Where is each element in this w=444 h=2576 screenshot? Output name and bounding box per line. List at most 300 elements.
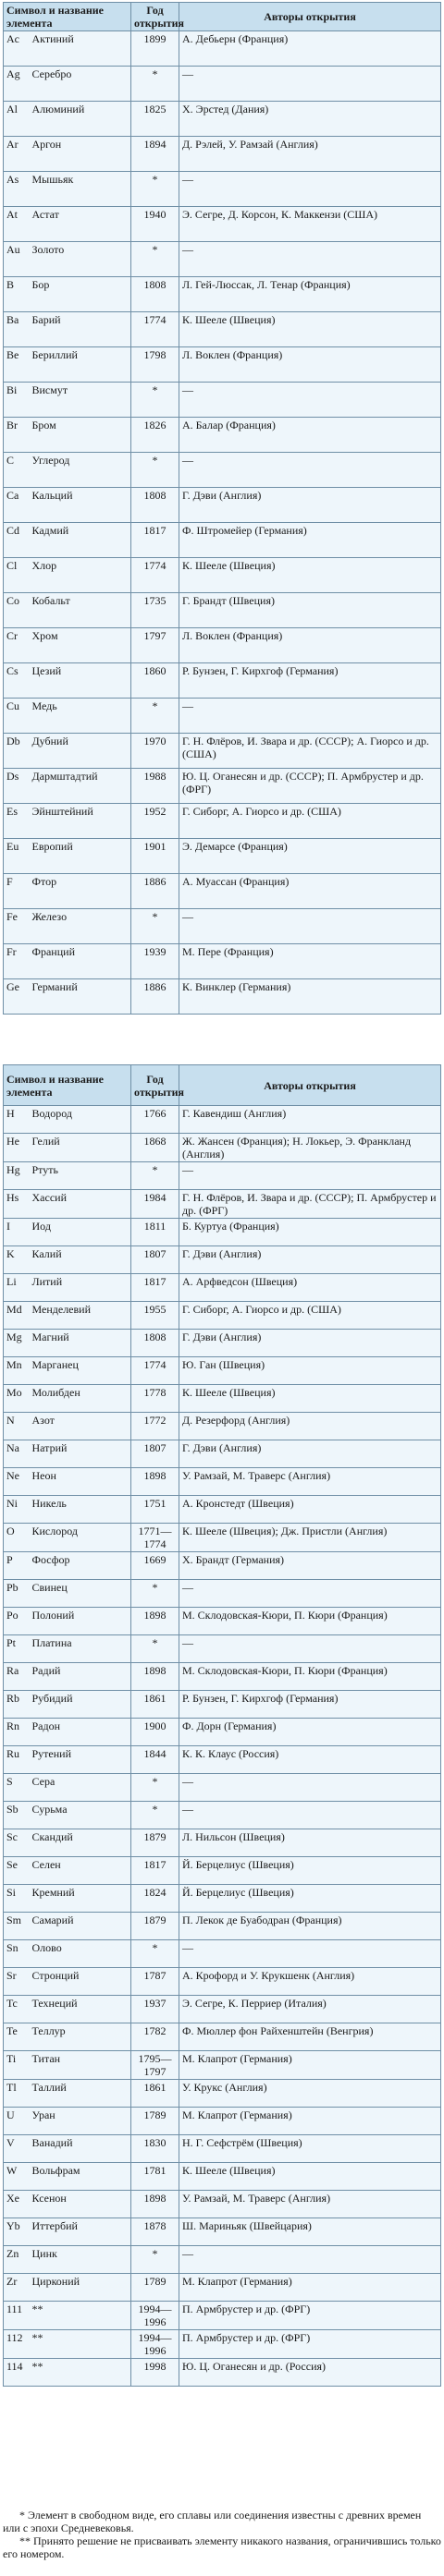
table-row <box>4 1246 441 1274</box>
discoverers: — <box>179 699 441 734</box>
table-row <box>4 488 441 523</box>
table-row <box>4 2023 441 2051</box>
discoverers: Г. Дэви (Англия) <box>179 488 441 523</box>
element-symbol: Sr <box>4 1968 30 1996</box>
element-name: Кадмий <box>30 523 131 558</box>
discovery-year: 1789 <box>131 2108 179 2135</box>
discoverers: Г. Н. Флёров, И. Звара и др. (СССР); П. Армбрустер и др. (ФРГ) <box>179 1190 441 1219</box>
discoverers: К. Шееле (Швеция) <box>179 558 441 593</box>
element-symbol: Li <box>4 1274 30 1302</box>
table-header-row <box>4 1065 441 1106</box>
table-row <box>4 172 441 207</box>
table-row <box>4 1635 441 1663</box>
discoverers: К. Винклер (Германия) <box>179 979 441 1015</box>
element-name: Сурьма <box>30 1802 131 1829</box>
table-row <box>4 1357 441 1385</box>
discovery-year: 1774 <box>131 312 179 347</box>
table-row <box>4 1162 441 1190</box>
element-symbol: Al <box>4 102 30 137</box>
discovery-year: 1886 <box>131 874 179 909</box>
element-symbol: Rn <box>4 1719 30 1746</box>
element-symbol: Pb <box>4 1580 30 1608</box>
discoverers: Г. Сиборг, А. Гиорсо и др. (США) <box>179 1302 441 1330</box>
element-symbol: Fr <box>4 944 30 979</box>
discovery-year: 1937 <box>131 1996 179 2023</box>
element-symbol: Ti <box>4 2051 30 2080</box>
discovery-year: 1984 <box>131 1190 179 1219</box>
discovery-year: 1879 <box>131 1913 179 1940</box>
element-name: Углерод <box>30 453 131 488</box>
discovery-year: 1774 <box>131 558 179 593</box>
discoverers: Э. Сегре, Д. Корсон, К. Маккензи (США) <box>179 207 441 242</box>
table-row <box>4 2218 441 2246</box>
element-name: Барий <box>30 312 131 347</box>
header-year: Год открытия <box>131 3 179 31</box>
discoverers: Г. Брандт (Швеция) <box>179 593 441 628</box>
element-name: Ванадий <box>30 2135 131 2163</box>
element-symbol: As <box>4 172 30 207</box>
discovery-year: 1998 <box>131 2359 179 2387</box>
table-row <box>4 1663 441 1691</box>
discoverers: Г. Н. Флёров, И. Звара и др. (СССР); А. Гиорсо и др. (США) <box>179 734 441 769</box>
discovery-year: 1878 <box>131 2218 179 2246</box>
element-symbol: Ni <box>4 1496 30 1524</box>
discoverers: М. Склодовская-Кюри, П. Кюри (Франция) <box>179 1608 441 1635</box>
element-symbol: Ca <box>4 488 30 523</box>
element-name: Олово <box>30 1940 131 1968</box>
element-name: Ртуть <box>30 1162 131 1190</box>
discovery-year: * <box>131 699 179 734</box>
element-name: Марганец <box>30 1357 131 1385</box>
element-name: Водород <box>30 1106 131 1134</box>
table-row <box>4 2051 441 2080</box>
element-name: Дубний <box>30 734 131 769</box>
element-symbol: Md <box>4 1302 30 1330</box>
element-name: Азот <box>30 1413 131 1440</box>
element-symbol: Zn <box>4 2246 30 2274</box>
table-row <box>4 2108 441 2135</box>
element-symbol: Hs <box>4 1190 30 1219</box>
element-symbol: Ag <box>4 67 30 102</box>
element-symbol: Cl <box>4 558 30 593</box>
element-name: Бериллий <box>30 347 131 383</box>
discovery-year: 1798 <box>131 347 179 383</box>
header-authors: Авторы открытия <box>179 1065 441 1106</box>
discoverers: К. Шееле (Швеция); Дж. Пристли (Англия) <box>179 1524 441 1552</box>
element-name: Алюминий <box>30 102 131 137</box>
discoverers: Э. Сегре, К. Перриер (Италия) <box>179 1996 441 2023</box>
table-row <box>4 2274 441 2302</box>
element-symbol: Rb <box>4 1691 30 1719</box>
discovery-year: * <box>131 1580 179 1608</box>
element-name: Медь <box>30 699 131 734</box>
table-row <box>4 1274 441 1302</box>
discovery-year: 1771—1774 <box>131 1524 179 1552</box>
discoverers: У. Рамзай, М. Траверс (Англия) <box>179 2191 441 2218</box>
discoverers: — <box>179 2246 441 2274</box>
element-symbol: Ge <box>4 979 30 1015</box>
element-symbol: P <box>4 1552 30 1580</box>
table-row <box>4 1330 441 1357</box>
discovery-year: 1669 <box>131 1552 179 1580</box>
table-row <box>4 1385 441 1413</box>
table-row <box>4 628 441 663</box>
element-name: Литий <box>30 1274 131 1302</box>
element-name: Кислород <box>30 1524 131 1552</box>
element-name: Натрий <box>30 1440 131 1468</box>
table-row <box>4 312 441 347</box>
element-symbol: H <box>4 1106 30 1134</box>
discoverers: Х. Эрстед (Дания) <box>179 102 441 137</box>
element-symbol: S <box>4 1774 30 1802</box>
table-row <box>4 207 441 242</box>
table-row <box>4 1440 441 1468</box>
table-row <box>4 1968 441 1996</box>
element-symbol: 114 <box>4 2359 30 2387</box>
discovery-year: 1774 <box>131 1357 179 1385</box>
discoverers: М. Клапрот (Германия) <box>179 2108 441 2135</box>
discoverers: — <box>179 909 441 944</box>
footnote-2: ** Принято решение не присваивать элементу никакого названия, ограничившись только его номером. <box>3 2534 441 2560</box>
discovery-year: 1988 <box>131 769 179 804</box>
discovery-year: 1824 <box>131 1885 179 1913</box>
element-name: Кремний <box>30 1885 131 1913</box>
element-symbol: U <box>4 2108 30 2135</box>
element-symbol: Ac <box>4 31 30 67</box>
discovery-year: 1825 <box>131 102 179 137</box>
table-row <box>4 1774 441 1802</box>
discoverers: — <box>179 242 441 277</box>
table-row <box>4 523 441 558</box>
element-name: Аргон <box>30 137 131 172</box>
element-symbol: O <box>4 1524 30 1552</box>
element-symbol: 111 <box>4 2302 30 2330</box>
element-name: Калий <box>30 1246 131 1274</box>
element-symbol: Ru <box>4 1746 30 1774</box>
discoverers: — <box>179 1802 441 1829</box>
discovery-year: 1735 <box>131 593 179 628</box>
table-row <box>4 2135 441 2163</box>
element-name: Золото <box>30 242 131 277</box>
discovery-year: * <box>131 453 179 488</box>
discovery-year: * <box>131 909 179 944</box>
table-row <box>4 734 441 769</box>
element-name: Магний <box>30 1330 131 1357</box>
table-row <box>4 769 441 804</box>
discoverers: Д. Резерфорд (Англия) <box>179 1413 441 1440</box>
discoverers: — <box>179 172 441 207</box>
element-symbol: Yb <box>4 2218 30 2246</box>
discoverers: У. Рамзай, М. Траверс (Англия) <box>179 1468 441 1496</box>
discovery-year: 1789 <box>131 2274 179 2302</box>
element-symbol: Sb <box>4 1802 30 1829</box>
discovery-year: 1886 <box>131 979 179 1015</box>
table-row <box>4 2330 441 2359</box>
table-row <box>4 1746 441 1774</box>
discovery-year: 1868 <box>131 1134 179 1162</box>
discovery-year: 1778 <box>131 1385 179 1413</box>
table-row <box>4 1524 441 1552</box>
element-name: Теллур <box>30 2023 131 2051</box>
discoverers: А. Кронстедт (Швеция) <box>179 1496 441 1524</box>
element-symbol: Sc <box>4 1829 30 1857</box>
element-symbol: Bi <box>4 383 30 418</box>
discovery-year: 1955 <box>131 1302 179 1330</box>
discovery-year: 1898 <box>131 1663 179 1691</box>
table-row <box>4 944 441 979</box>
element-name: ** <box>30 2359 131 2387</box>
table-row <box>4 1913 441 1940</box>
element-symbol: Ne <box>4 1468 30 1496</box>
table-row <box>4 2359 441 2387</box>
element-name: Никель <box>30 1496 131 1524</box>
element-name: Радий <box>30 1663 131 1691</box>
element-symbol: Hg <box>4 1162 30 1190</box>
discoverers: Ш. Мариньяк (Швейцария) <box>179 2218 441 2246</box>
element-symbol: Mn <box>4 1357 30 1385</box>
discovery-year: 1787 <box>131 1968 179 1996</box>
element-name: Вольфрам <box>30 2163 131 2191</box>
element-symbol: Eu <box>4 839 30 874</box>
element-name: Свинец <box>30 1580 131 1608</box>
element-symbol: Sm <box>4 1913 30 1940</box>
element-symbol: W <box>4 2163 30 2191</box>
discovery-year: 1817 <box>131 523 179 558</box>
discovery-year: 1817 <box>131 1274 179 1302</box>
table-row <box>4 804 441 839</box>
element-symbol: Na <box>4 1440 30 1468</box>
table-row <box>4 347 441 383</box>
element-name: Эйнштейний <box>30 804 131 839</box>
element-name: Кальций <box>30 488 131 523</box>
element-symbol: Db <box>4 734 30 769</box>
element-name: Хассий <box>30 1190 131 1219</box>
table-row <box>4 1885 441 1913</box>
element-name: Франций <box>30 944 131 979</box>
discoverers: Ю. Ц. Оганесян и др. (Россия) <box>179 2359 441 2387</box>
discovery-year: 1795—1797 <box>131 2051 179 2080</box>
discoverers: — <box>179 383 441 418</box>
element-name: Технеций <box>30 1996 131 2023</box>
element-name: Цезий <box>30 663 131 699</box>
element-name: Стронций <box>30 1968 131 1996</box>
discoverers: К. Шееле (Швеция) <box>179 2163 441 2191</box>
table-row <box>4 874 441 909</box>
discoverers: А. Балар (Франция) <box>179 418 441 453</box>
discoverers: А. Дебьерн (Франция) <box>179 31 441 67</box>
element-symbol: Ra <box>4 1663 30 1691</box>
table-row <box>4 1468 441 1496</box>
table-row <box>4 699 441 734</box>
table-row <box>4 2246 441 2274</box>
element-name: Серебро <box>30 67 131 102</box>
discovery-year: 1844 <box>131 1746 179 1774</box>
discoverers: П. Армбрустер и др. (ФРГ) <box>179 2302 441 2330</box>
header-year: Год открытия <box>131 1065 179 1106</box>
discovery-year: * <box>131 1774 179 1802</box>
discovery-year: 1899 <box>131 31 179 67</box>
discoverers: Ф. Штромейер (Германия) <box>179 523 441 558</box>
discovery-year: 1808 <box>131 277 179 312</box>
discovery-year: 1782 <box>131 2023 179 2051</box>
element-name: Фосфор <box>30 1552 131 1580</box>
element-name: Рубидий <box>30 1691 131 1719</box>
table-row <box>4 979 441 1015</box>
element-symbol: He <box>4 1134 30 1162</box>
element-name: Уран <box>30 2108 131 2135</box>
discovery-year: 1879 <box>131 1829 179 1857</box>
element-name: Таллий <box>30 2080 131 2108</box>
discoverers: Г. Кавендиш (Англия) <box>179 1106 441 1134</box>
discoverers: Ю. Ган (Швеция) <box>179 1357 441 1385</box>
discovery-year: * <box>131 172 179 207</box>
discovery-year: 1808 <box>131 1330 179 1357</box>
table-row <box>4 839 441 874</box>
header-authors: Авторы открытия <box>179 3 441 31</box>
table-row <box>4 1219 441 1246</box>
elements-table-part-1 <box>3 2 441 1015</box>
discoverers: Н. Г. Сефстрём (Швеция) <box>179 2135 441 2163</box>
discoverers: А. Крофорд и У. Крукшенк (Англия) <box>179 1968 441 1996</box>
element-name: Менделевий <box>30 1302 131 1330</box>
discoverers: — <box>179 1635 441 1663</box>
discoverers: К. К. Клаус (Россия) <box>179 1746 441 1774</box>
element-name: Фтор <box>30 874 131 909</box>
discovery-year: 1861 <box>131 2080 179 2108</box>
element-symbol: Pt <box>4 1635 30 1663</box>
table-row <box>4 1134 441 1162</box>
discoverers: Ф. Дорн (Германия) <box>179 1719 441 1746</box>
element-symbol: Sn <box>4 1940 30 1968</box>
element-symbol: N <box>4 1413 30 1440</box>
discovery-year: 1826 <box>131 418 179 453</box>
element-name: Сера <box>30 1774 131 1802</box>
discovery-year: 1940 <box>131 207 179 242</box>
discoverers: — <box>179 1162 441 1190</box>
element-name: Европий <box>30 839 131 874</box>
element-symbol: Tl <box>4 2080 30 2108</box>
element-name: Самарий <box>30 1913 131 1940</box>
table-row <box>4 1106 441 1134</box>
discovery-year: * <box>131 1940 179 1968</box>
table-row <box>4 418 441 453</box>
discoverers: — <box>179 453 441 488</box>
discoverers: М. Клапрот (Германия) <box>179 2051 441 2080</box>
discoverers: Р. Бунзен, Г. Кирхгоф (Германия) <box>179 1691 441 1719</box>
discoverers: К. Шееле (Швеция) <box>179 312 441 347</box>
element-name: Рутений <box>30 1746 131 1774</box>
table-row <box>4 242 441 277</box>
element-symbol: Xe <box>4 2191 30 2218</box>
discovery-year: * <box>131 1802 179 1829</box>
element-name: Бор <box>30 277 131 312</box>
discovery-year: * <box>131 242 179 277</box>
discoverers: К. Шееле (Швеция) <box>179 1385 441 1413</box>
table-row <box>4 909 441 944</box>
element-symbol: Cs <box>4 663 30 699</box>
discoverers: Ф. Мюллер фон Райхенштейн (Венгрия) <box>179 2023 441 2051</box>
element-symbol: Zr <box>4 2274 30 2302</box>
element-name: Астат <box>30 207 131 242</box>
element-name: Дармштадтий <box>30 769 131 804</box>
discovery-year: 1898 <box>131 2191 179 2218</box>
discovery-year: 1807 <box>131 1440 179 1468</box>
discoverers: П. Лекок де Буабодран (Франция) <box>179 1913 441 1940</box>
discovery-year: 1860 <box>131 663 179 699</box>
element-symbol: C <box>4 453 30 488</box>
discoverers: Й. Берцелиус (Швеция) <box>179 1885 441 1913</box>
discoverers: П. Армбрустер и др. (ФРГ) <box>179 2330 441 2359</box>
element-name: Кобальт <box>30 593 131 628</box>
discoverers: У. Крукс (Англия) <box>179 2080 441 2108</box>
element-name: ** <box>30 2330 131 2359</box>
table-row <box>4 1940 441 1968</box>
element-symbol: Se <box>4 1857 30 1885</box>
discovery-year: 1994—1996 <box>131 2302 179 2330</box>
discoverers: — <box>179 1580 441 1608</box>
discoverers: Ж. Жансен (Франция); Н. Локьер, Э. Франкланд (Англия) <box>179 1134 441 1162</box>
discoverers: Л. Воклен (Франция) <box>179 347 441 383</box>
element-symbol: Ar <box>4 137 30 172</box>
element-symbol: Te <box>4 2023 30 2051</box>
discoverers: М. Склодовская-Кюри, П. Кюри (Франция) <box>179 1663 441 1691</box>
table-row <box>4 1552 441 1580</box>
discovery-year: * <box>131 1635 179 1663</box>
discovery-year: 1830 <box>131 2135 179 2163</box>
table-row <box>4 1996 441 2023</box>
element-name: ** <box>30 2302 131 2330</box>
table-row <box>4 383 441 418</box>
element-symbol: F <box>4 874 30 909</box>
discovery-year: * <box>131 1162 179 1190</box>
element-name: Иод <box>30 1219 131 1246</box>
element-symbol: Mo <box>4 1385 30 1413</box>
element-name: Гелий <box>30 1134 131 1162</box>
element-name: Висмут <box>30 383 131 418</box>
element-name: Платина <box>30 1635 131 1663</box>
discovery-year: 1861 <box>131 1691 179 1719</box>
discovery-year: 1898 <box>131 1468 179 1496</box>
element-name: Молибден <box>30 1385 131 1413</box>
element-symbol: Be <box>4 347 30 383</box>
discovery-year: 1772 <box>131 1413 179 1440</box>
table-row <box>4 1496 441 1524</box>
table-row <box>4 137 441 172</box>
element-name: Железо <box>30 909 131 944</box>
table-row <box>4 2080 441 2108</box>
element-symbol: Br <box>4 418 30 453</box>
table-row <box>4 1413 441 1440</box>
discoverers: Г. Дэви (Англия) <box>179 1440 441 1468</box>
discovery-year: 1898 <box>131 1608 179 1635</box>
discoverers: Й. Берцелиус (Швеция) <box>179 1857 441 1885</box>
discovery-year: 1811 <box>131 1219 179 1246</box>
element-symbol: I <box>4 1219 30 1246</box>
element-symbol: At <box>4 207 30 242</box>
discovery-year: 1901 <box>131 839 179 874</box>
element-name: Цирконий <box>30 2274 131 2302</box>
discoverers: Л. Нильсон (Швеция) <box>179 1829 441 1857</box>
table-row <box>4 453 441 488</box>
table-row <box>4 1580 441 1608</box>
footnote-1: * Элемент в свободном виде, его сплавы или соединения известны с древних времен или с эпохи Средневековья. <box>3 2509 422 2534</box>
discovery-year: 1781 <box>131 2163 179 2191</box>
footnotes <box>3 2509 441 2560</box>
discoverers: — <box>179 1774 441 1802</box>
element-name: Титан <box>30 2051 131 2080</box>
table-row <box>4 2191 441 2218</box>
table-row <box>4 1719 441 1746</box>
